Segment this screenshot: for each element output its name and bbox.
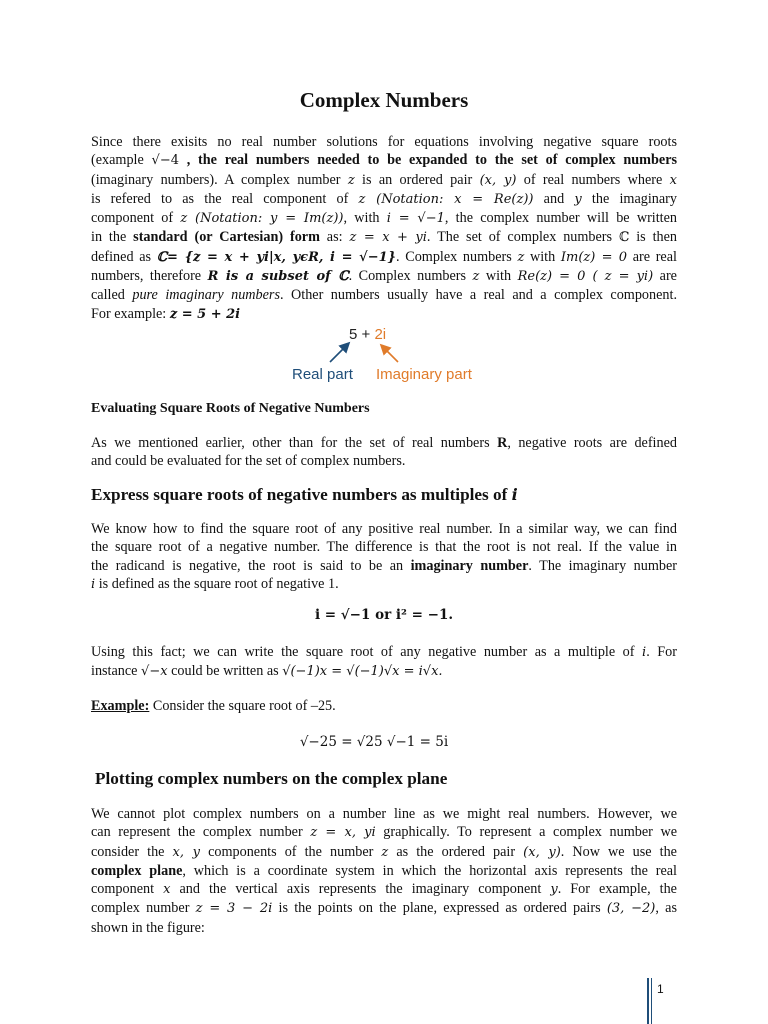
math: √(−1)x = √(−1)√x = i√x. (282, 664, 443, 680)
math: i (642, 645, 647, 660)
text-line (91, 538, 677, 556)
equation-example: √−25 = √25 √−1 = 5i (299, 734, 449, 750)
text-line (91, 697, 677, 715)
text: are real (627, 248, 677, 265)
text-line (91, 823, 677, 842)
text: instance (91, 663, 142, 680)
math: i = √−1 (386, 211, 445, 227)
math: z = x, yi (310, 825, 376, 841)
math: (3, −2) (606, 901, 656, 917)
text: , with (343, 210, 387, 227)
text-line (91, 805, 677, 823)
math: x, y (172, 844, 201, 860)
text: and the vertical axis represents the imaginary component (170, 881, 551, 898)
equation-i-definition: i = √−1 or i² = −1. (314, 607, 454, 623)
example-paragraph (91, 697, 677, 715)
math: (x, y) (523, 844, 561, 860)
text-line (91, 267, 677, 286)
math: √−x (141, 664, 168, 680)
text: (imaginary numbers). A complex number (91, 171, 348, 188)
example-label: Example: (91, 698, 150, 714)
math: x (163, 882, 171, 898)
text: as: (319, 229, 350, 246)
text-line (91, 452, 677, 470)
text: with (524, 248, 561, 265)
text: is the points on the plane, expressed as ordered pairs (272, 900, 607, 917)
text: complex plane (91, 862, 183, 879)
text: . Now we use the (560, 843, 677, 860)
text-line (91, 575, 677, 594)
math: y (574, 191, 582, 207)
text: Since there exisits no real number solutions for equations involving negative square roots (91, 134, 677, 150)
text-line (91, 662, 677, 681)
math: x (669, 172, 677, 188)
math: y (550, 882, 558, 898)
math: Im(z) = 0 (560, 249, 628, 265)
text-line (91, 434, 677, 452)
text: component of (91, 210, 181, 227)
math: i (91, 576, 96, 592)
math: i (511, 485, 518, 504)
math: z (472, 269, 480, 285)
page-number: 1 (657, 982, 664, 996)
text: standard (or Cartesian) form (133, 229, 320, 246)
page-number-rule (647, 978, 649, 1024)
text-line (91, 520, 677, 538)
real-part-label: Real part (292, 366, 353, 383)
text: complex number (91, 900, 196, 917)
text: is an ordered pair (354, 171, 480, 188)
math: z = x + yi (349, 230, 427, 246)
text-line (91, 228, 677, 247)
text: , the complex number will be written (444, 210, 678, 227)
text: defined as (91, 248, 157, 265)
text: R (497, 435, 508, 451)
text: numbers, therefore (91, 268, 208, 285)
math: z (347, 172, 355, 188)
text-line (91, 190, 677, 209)
math: z (381, 844, 389, 860)
figure-imag-value: 2i (374, 326, 387, 343)
complex-parts-figure (286, 322, 496, 388)
text-line (91, 133, 677, 151)
text-line (91, 899, 677, 918)
text: , which is a coordinate system in which the horizontal axis represents the real (182, 862, 677, 879)
text: and (533, 190, 575, 207)
imaginary-part-label: Imaginary part (376, 366, 472, 383)
text: the imaginary (581, 190, 677, 207)
text: For example: (91, 305, 170, 322)
text: (example (91, 152, 152, 169)
text: are (653, 268, 677, 285)
text-line (91, 171, 677, 190)
math: √−4 (151, 153, 179, 169)
text: . For example, the (557, 881, 677, 898)
text: of real numbers where (516, 171, 670, 188)
math: z (Notation: y = Im(z)) (180, 211, 344, 227)
text: and could be evaluated for the set of complex numbers. (91, 453, 406, 470)
math: (x, y) (479, 172, 517, 188)
text: As we mentioned earlier, other than for the set of real numbers (91, 435, 498, 451)
math: z = 5 + 2i (169, 306, 241, 322)
text: , negative roots are defined (507, 435, 677, 451)
text-line (91, 209, 677, 228)
text: called (91, 287, 133, 304)
text: is refered to as the real component of (91, 190, 359, 207)
subheading-square-roots: Evaluating Square Roots of Negative Numbers (91, 401, 370, 416)
text: consider the (91, 843, 173, 860)
math: z = 3 − 2i (195, 901, 273, 917)
text: . Complex numbers (396, 248, 518, 265)
text: Express square roots of negative numbers as multiples of (91, 485, 512, 504)
math: z (517, 249, 525, 265)
section2-paragraph (91, 805, 677, 937)
text-line (91, 843, 677, 862)
text: in the (91, 229, 134, 246)
section-heading-multiples-of-i (91, 485, 518, 505)
text-line (91, 286, 677, 304)
page-number-rule-thin (651, 978, 652, 1024)
text: . The set of complex numbers (426, 229, 619, 246)
text: We cannot plot complex numbers on a number line as we might real numbers. However, we (91, 806, 677, 822)
section1-paragraph (91, 520, 677, 594)
page-number-block (647, 978, 687, 1024)
page-title: Complex Numbers (299, 88, 469, 112)
intro-paragraph (91, 133, 677, 324)
text: imaginary number (410, 557, 529, 574)
text: component (91, 881, 164, 898)
text-line (91, 248, 677, 267)
text: . Complex numbers (348, 268, 473, 285)
text: pure imaginary numbers (132, 287, 280, 304)
text: components of the number (200, 843, 382, 860)
text: . Other numbers usually have a real and a complex component. (279, 287, 677, 304)
text: is then (629, 229, 678, 246)
text: Using this fact; we can write the square root of any negative number as a multiple of (91, 644, 643, 660)
text: is defined as the square root of negative 1. (95, 575, 339, 592)
text: the radicand is negative, the root is said to be an (91, 557, 411, 574)
text: , as (655, 900, 677, 917)
real-part-arrow (330, 344, 348, 362)
text: . For (646, 644, 677, 660)
text: can represent the complex number (91, 824, 311, 841)
math: Re(z) = 0 ( z = yi) (517, 269, 654, 285)
text: as the ordered pair (388, 843, 524, 860)
text: Consider the square root of –25. (149, 698, 336, 714)
text-line (91, 919, 677, 937)
text: could be written as (167, 663, 283, 680)
text: shown in the figure: (91, 919, 205, 936)
text-line (91, 151, 677, 170)
math: ℂ (618, 230, 630, 246)
text: , the real numbers needed to be expanded to the set of complex numbers (179, 152, 678, 169)
figure-real-value: 5 + (349, 326, 375, 343)
section1-paragraph-2 (91, 643, 677, 682)
math: z (Notation: x = Re(z)) (358, 191, 534, 207)
text-line (91, 862, 677, 880)
math: R is a subset of ℂ (207, 269, 349, 285)
text-line (91, 557, 677, 575)
text: the square root of a negative number. The difference is that the root is not real. If the value in (91, 539, 677, 556)
text: graphically. To represent a complex number we (375, 824, 678, 841)
sub1-paragraph (91, 434, 677, 471)
text: . The imaginary number (528, 557, 677, 574)
text-line (91, 643, 677, 662)
text: with (479, 268, 518, 285)
imaginary-part-arrow (382, 346, 398, 362)
text-line (91, 880, 677, 899)
section-heading-complex-plane: Plotting complex numbers on the complex plane (95, 769, 448, 788)
math: ℂ= {z = x + yi|x, yϵR, i = √−1} (156, 249, 397, 265)
text: We know how to find the square root of any positive real number. In a similar way, we can find (91, 521, 677, 537)
